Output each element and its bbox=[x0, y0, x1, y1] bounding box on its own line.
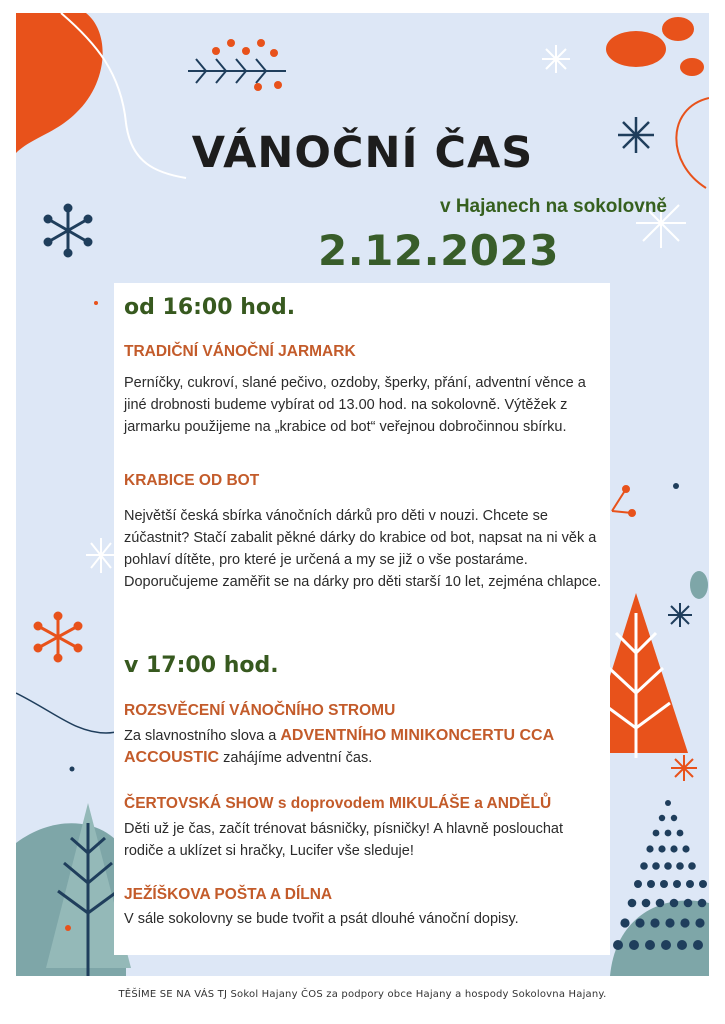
orange-blob-top-right-3 bbox=[680, 58, 704, 76]
teal-blob-right bbox=[690, 571, 708, 599]
subtitle-location: v Hajanech na sokolovně bbox=[439, 196, 667, 217]
snowflake-icon-white-top bbox=[542, 45, 570, 73]
text-show: Děti už je čas, začít trénovat básničky, písničky! A hlavně poslouchat rodiče a uklízet si hračky, Lucifer vše sleduje! bbox=[124, 821, 563, 859]
event-date: 2.12.2023 bbox=[318, 226, 559, 275]
heading-strom: ROZSVĚCENÍ VÁNOČNÍHO STROMU bbox=[124, 702, 396, 719]
dot-navy bbox=[70, 767, 75, 772]
text-strom-part1: Za slavnostního slova a bbox=[124, 728, 281, 744]
snowflake-icon-white-left bbox=[86, 538, 116, 573]
heading-show: ČERTOVSKÁ SHOW s doprovodem MIKULÁŠE a ANDĚLŮ bbox=[124, 795, 552, 812]
asterisk-icon-orange-left bbox=[35, 613, 81, 661]
berries-icon bbox=[212, 39, 282, 91]
text-krabice: Největší česká sbírka vánočních dárků pro děti v nouzi. Chcete se zúčastnit? Stačí zabalit pěkné dárky do krabice od bot, napsat na ni věk a pohlaví dítěte, pro které je určená a my se již o vše postaráme. Doporučujeme zaměřit se na dárky pro děti starší 10 let, zejména chlapce. bbox=[124, 508, 602, 590]
dot-orange-2 bbox=[65, 925, 71, 931]
orange-blob-top-right-2 bbox=[662, 17, 694, 41]
time-heading-16: od 16:00 hod. bbox=[124, 295, 296, 320]
heading-posta: JEŽÍŠKOVA POŠTA A DÍLNA bbox=[124, 886, 333, 903]
dot-orange bbox=[94, 301, 98, 305]
time-heading-17: v 17:00 hod. bbox=[124, 653, 279, 678]
asterisk-icon-navy-left bbox=[45, 205, 91, 256]
branch-icon bbox=[188, 59, 286, 83]
text-strom bbox=[124, 725, 604, 769]
page-title: VÁNOČNÍ ČAS bbox=[191, 128, 534, 178]
text-strom-part2: zahájíme adventní čas. bbox=[219, 750, 373, 766]
orange-blob-top-right-1 bbox=[606, 31, 666, 67]
dot-navy-right bbox=[673, 483, 679, 489]
content-card bbox=[114, 283, 610, 955]
teal-blob-bottom-right bbox=[610, 901, 709, 976]
snowflake-icon-orange-right bbox=[671, 755, 697, 781]
text-strom-highlight: ADVENTNÍHO MINIKONCERTU CCA ACCOUSTIC bbox=[124, 727, 554, 766]
footer-note: TĚŠÍME SE NA VÁS TJ Sokol Hajany ČOS za podpory obce Hajany a hospody Sokolovna Hajany. bbox=[118, 989, 607, 1000]
molecule-icon-orange bbox=[612, 486, 635, 516]
heading-jarmark: TRADIČNÍ VÁNOČNÍ JARMARK bbox=[124, 343, 356, 360]
heading-krabice: KRABICE OD BOT bbox=[124, 472, 260, 489]
snowflake-icon-navy-small bbox=[668, 603, 692, 627]
text-posta: V sále sokolovny se bude tvořit a psát dlouhé vánoční dopisy. bbox=[124, 911, 519, 927]
text-jarmark: Perníčky, cukroví, slané pečivo, ozdoby, šperky, přání, adventní věnce a jiné drobnosti budeme vybírat od 13.00 hod. na sokolovně. Výtěžek z jarmarku použijeme na „krabice od bot“ veřejnou dobročinnou sbírku. bbox=[124, 375, 586, 435]
